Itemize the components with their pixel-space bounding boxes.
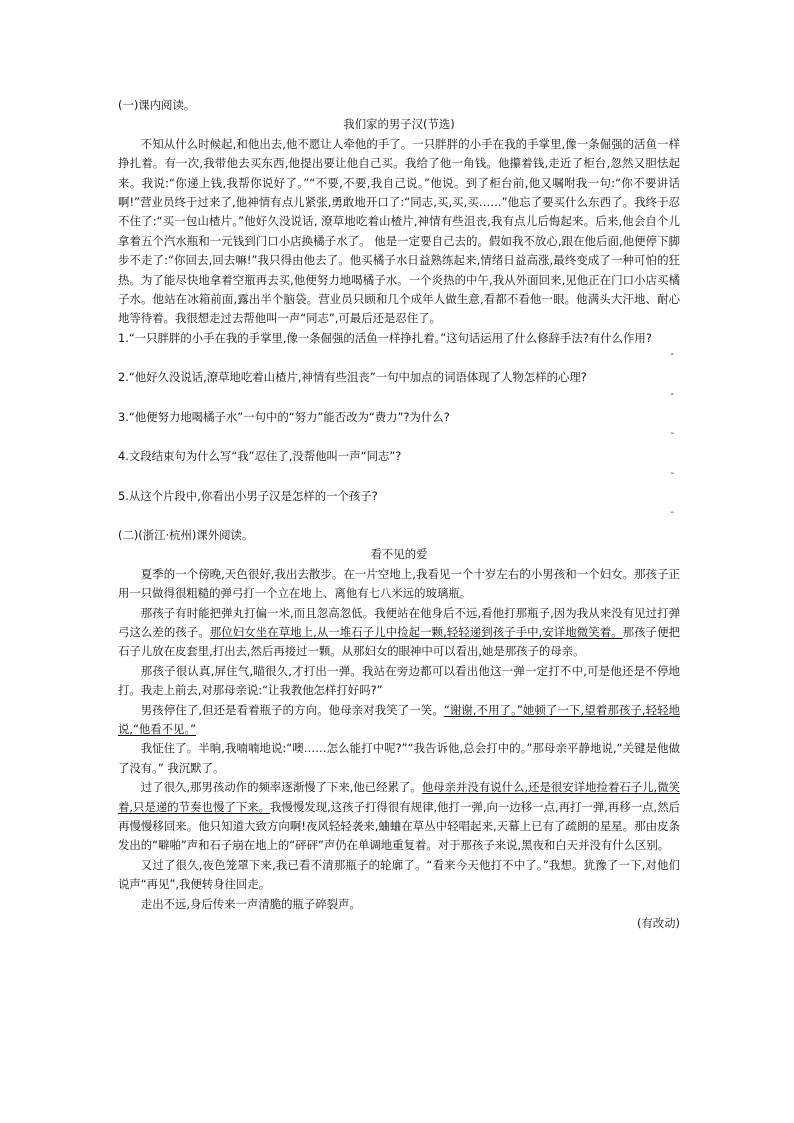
answer-space-3[interactable] (118, 427, 680, 447)
answer-mark: - (670, 349, 674, 361)
section1-passage: 不知从什么时候起,和他出去,他不愿让人牵他的手了。一只胖胖的小手在我的手掌里,像一条倔强的活鱼一样挣扎着。有一次,我带他去买东西,他提出要让他自己买。我给了他一角钱。他攥着钱,走近了柜台,忽然又胆怯起来。我说:“你递上钱,我帮你说好了。”“不要,不要,我自己说。”他说。到了柜台前,他又嘱咐我一句:“你不要讲话啊!”营业员终于过来了,他神情有点儿紧张,勇敢地开口了:“同志,买,买,买……”他忘了要买什么东西了。我终于忍不住了:“买一包山楂片。”他好久没说话, 潦草地吃着山楂片,神情有些沮丧,我有点儿后悔起来。后来,他会自个儿拿着五个汽水瓶和一元钱到门口小店换橘子水了。 他是一定要自己去的。假如我不放心,跟在他后面,他便停下脚步不走了:“你回去,回去嘛!”我只得由他去了。他买橘子水日益熟练起来,情绪日益高涨,最终变成了一种可怕的狂热。为了能尽快地拿着空瓶再去买,他便努力地喝橘子水。一个炎热的中午,我从外面回来,见他正在门口小店买橘子水。他站在冰箱前面,露出半个脑袋。营业员只顾和几个成年人做生意,看都不看他一眼。他满头大汗地、耐心地等待着。我很想走过去帮他叫一声“同志”,可最后还是忍住了。 (118, 136, 680, 326)
worksheet-page (118, 96, 680, 933)
section2-paragraph-7: 又过了很久,夜色笼罩下来,我已看不清那瓶子的轮廓了。“看来今天他打不中了。”我想。犹豫了一下,对他们说声“再见”,我便转身往回走。 (118, 857, 680, 892)
answer-space-2[interactable] (118, 388, 680, 408)
paragraph-text: 那孩子有时能把弹丸打偏一米,而且忽高忽低。我便站在他身后不远,看他打那瓶子,因为我从来没有见过打弹弓这么差的孩子。 (118, 605, 680, 639)
answer-space-1[interactable] (118, 348, 680, 368)
question-1: 1.“一只胖胖的小手在我的手掌里,像一条倔强的活鱼一样挣扎着。”这句话运用了什么修辞手法?有什么作用? (118, 330, 652, 345)
section2-paragraph-4 (118, 701, 680, 740)
paragraph-text: 我慢慢发现,这孩子打得很有规律,他打一弹,向一边移一点,再打一弹,再移一点,然后再慢慢移回来。他只知道大致方向啊!夜风轻轻袭来,蛐蛐在草丛中轻唱起来,天幕上已有了疏朗的星星。那由皮条发出的“噼啪”声和石子崩在地上的“砰砰”声仍在单调地重复着。对于那孩子来说,黑夜和白天并没有什么区别。 (118, 799, 680, 853)
section2-paragraph-8: 走出不远,身后传来一声清脆的瓶子碎裂声。 (140, 896, 361, 911)
section2-paragraph-6 (118, 778, 680, 856)
section2-heading: (二)(浙江·杭州)课外阅读。 (118, 527, 254, 542)
section2-paragraph-3: 那孩子很认真,屏住气,瞄很久,才打出一弹。我站在旁边都可以看出他这一弹一定打不中,可是他还是不停地打。我走上前去,对那母亲说:“让我教他怎样打好吗?” (118, 663, 680, 698)
answer-mark: - (670, 388, 674, 400)
question-5: 5.从这个片段中,你看出小男子汉是怎样的一个孩子? (118, 488, 378, 503)
adaptation-note: (有改动) (636, 916, 680, 931)
section1-title: 我们家的男子汉(节选) (343, 117, 455, 132)
answer-mark: - (670, 428, 674, 440)
section2-title: 看不见的爱 (370, 547, 428, 562)
answer-mark: - (670, 467, 674, 479)
section1-heading: (一)课内阅读。 (118, 98, 196, 112)
paragraph-text: 过了很久,那男孩动作的频率逐渐慢了下来,他已经累了。 (140, 780, 422, 795)
answer-space-4[interactable] (118, 467, 680, 487)
answer-space-5[interactable] (118, 506, 680, 526)
question-3: 3.“他便努力地喝橘子水”一句中的“努力”能否改为“费力”?为什么? (118, 409, 450, 424)
section2-paragraph-2 (118, 604, 680, 662)
underlined-sentence: 那位妇女坐在草地上,从一堆石子儿中捡起一颗,轻轻递到孩子手中,安详地微笑着。 (209, 624, 623, 639)
section2-paragraph-5: 我怔住了。半晌,我喃喃地说:“噢……怎么能打中呢?”“我告诉他,总会打中的。”那母亲平静地说,“关键是他做了没有。” 我沉默了。 (118, 741, 680, 775)
paragraph-text: 男孩停住了,但还是看着瓶子的方向。他母亲对我笑了一笑。 (140, 702, 444, 717)
question-4: 4.文段结束句为什么写“我”忍住了,没帮他叫一声“同志”? (118, 449, 402, 464)
underlined-sentence: 他母亲并没有说什么,还是很安详地捡着石子儿,微笑着,只是递的节奏也慢了下来。 (118, 780, 680, 814)
answer-mark: - (670, 506, 674, 518)
underlined-sentence: “谢谢,不用了。”她顿了一下,望着那孩子,轻轻地说,“他看不见。” (118, 702, 681, 736)
question-2: 2.“他好久没说话,潦草地吃着山楂片,神情有些沮丧”一句中加点的词语体现了人物怎样的心理? (118, 370, 587, 385)
paragraph-text: 那孩子便把石子儿放在皮套里,打出去,然后再接过一颗。从那妇女的眼神中可以看出,她是那孩子的母亲。 (118, 624, 680, 659)
section2-paragraph-1: 夏季的一个傍晚,天色很好,我出去散步。在一片空地上,我看见一个十岁左右的小男孩和一个妇女。那孩子正用一只做得很粗糙的弹弓打一个立在地上、离他有七八米远的玻璃瓶。 (118, 566, 680, 601)
